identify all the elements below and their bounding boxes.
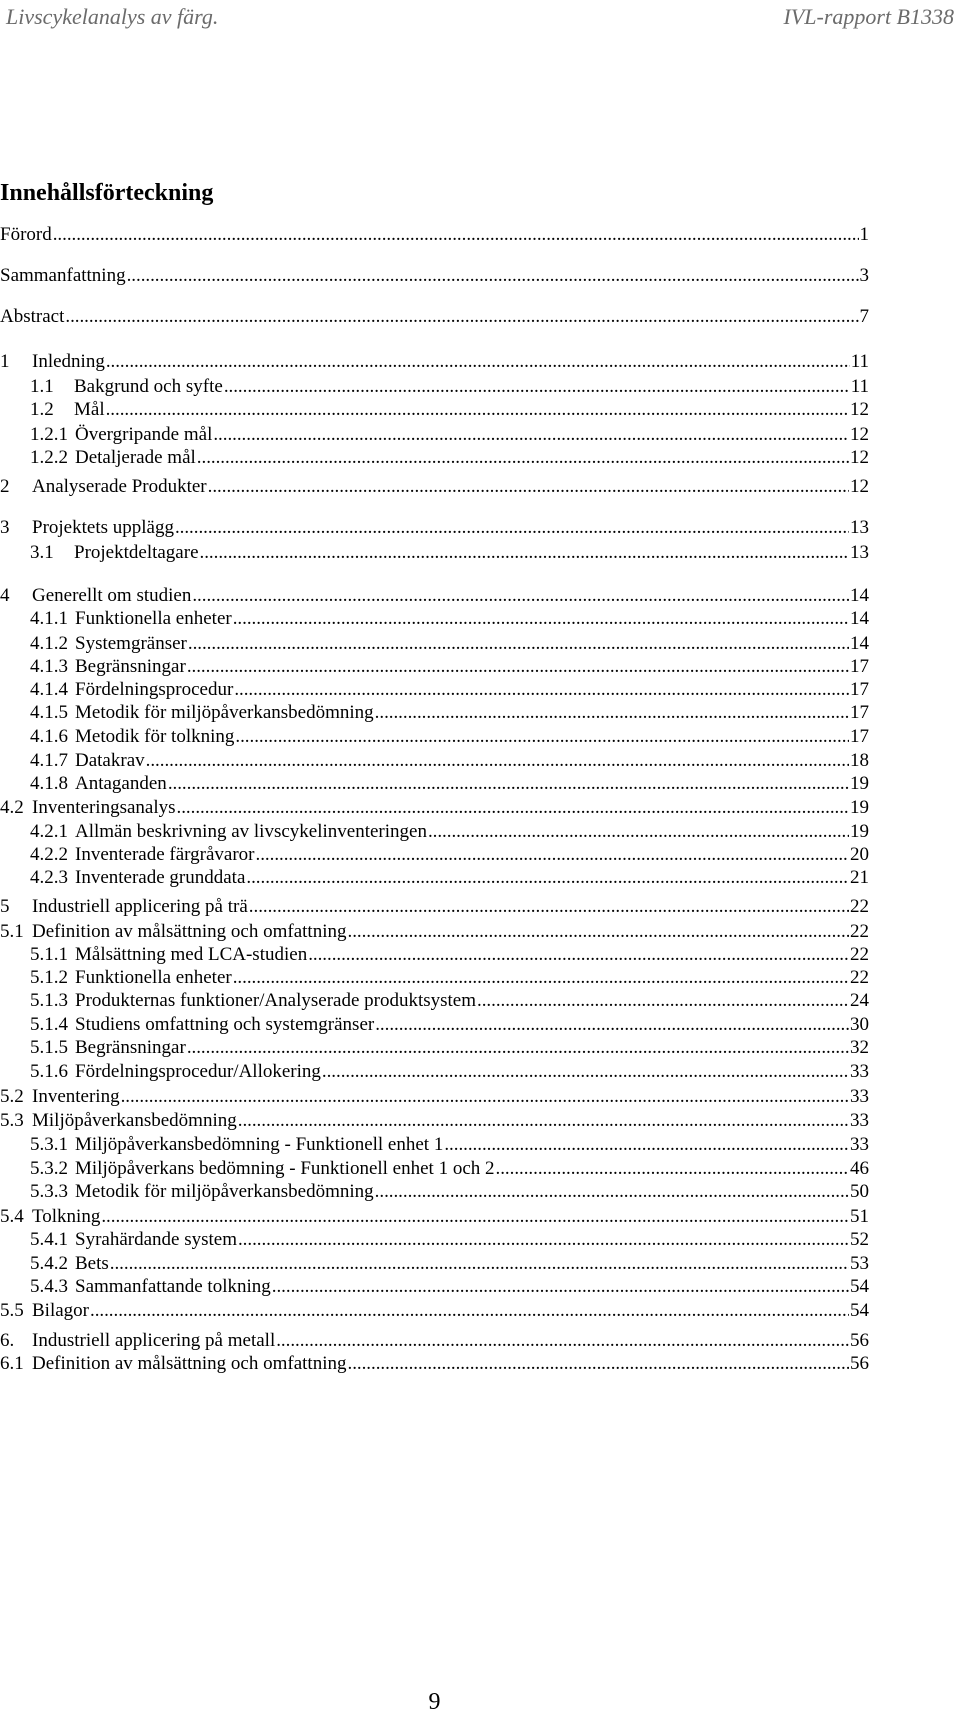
toc-entry-label: Analyserade Produkter	[32, 476, 207, 497]
toc-entry-label: Miljöpåverkansbedömning - Funktionell enhet 1	[75, 1134, 444, 1155]
toc-entry-page: 53	[850, 1253, 869, 1274]
toc-entry-page: 54	[850, 1300, 869, 1321]
toc-entry[interactable]	[0, 1298, 869, 1324]
toc-dot-leader	[121, 1084, 849, 1110]
toc-dot-leader	[168, 771, 849, 797]
toc-entry-page: 12	[850, 476, 869, 497]
toc-entry[interactable]	[0, 700, 869, 726]
toc-entry-page: 21	[850, 867, 869, 888]
toc-entry-number: 5.3.3	[30, 1181, 68, 1202]
toc-entry-page: 19	[850, 821, 869, 842]
toc-entry-number: 4.1.8	[30, 773, 68, 794]
toc-entry-number: 5.1	[0, 921, 24, 942]
toc-entry[interactable]	[0, 1351, 869, 1377]
toc-entry[interactable]	[0, 1059, 869, 1085]
toc-entry[interactable]	[0, 606, 869, 632]
toc-entry-label: Tolkning	[32, 1206, 101, 1227]
toc-dot-leader	[208, 474, 849, 500]
toc-entry-number: 5.1.6	[30, 1061, 68, 1082]
toc-entry[interactable]	[0, 1274, 869, 1300]
toc-entry-page: 22	[850, 967, 869, 988]
toc-entry-page: 52	[850, 1229, 869, 1250]
toc-entry-number: 3	[0, 517, 10, 538]
toc-entry-page: 54	[850, 1276, 869, 1297]
toc-entry[interactable]	[0, 1084, 869, 1110]
toc-entry-number: 5.2	[0, 1086, 24, 1107]
toc-entry-page: 12	[850, 447, 869, 468]
toc-entry-page: 12	[850, 424, 869, 445]
toc-entry-label: Bilagor	[32, 1300, 89, 1321]
toc-entry-number: 2	[0, 476, 10, 497]
toc-entry-number: 5.5	[0, 1300, 24, 1321]
toc-entry-page: 17	[850, 656, 869, 677]
page-number: 9	[428, 1689, 441, 1715]
toc-entry-page: 14	[850, 633, 869, 654]
toc-entry-label: Systemgränser	[75, 633, 187, 654]
toc-dot-leader	[177, 795, 849, 821]
toc-entry[interactable]	[0, 865, 869, 891]
toc-entry[interactable]	[0, 1108, 869, 1134]
toc-entry-label: Metodik för miljöpåverkansbedömning	[75, 1181, 374, 1202]
toc-entry-page: 30	[850, 1014, 869, 1035]
toc-entry-number: 5.4.1	[30, 1229, 68, 1250]
toc-entry-label: Bakgrund och syfte	[74, 376, 223, 397]
toc-entry-number: 4.1.5	[30, 702, 68, 723]
toc-entry-page: 7	[859, 306, 869, 327]
toc-entry-number: 5.1.2	[30, 967, 68, 988]
toc-entry[interactable]	[0, 988, 869, 1014]
toc-entry-page: 14	[850, 585, 869, 606]
toc-entry-number: 4.1.2	[30, 633, 68, 654]
toc-entry-label: Förord	[0, 224, 52, 245]
toc-entry-number: 4.2.2	[30, 844, 68, 865]
toc-entry-number: 1.2.1	[30, 424, 68, 445]
toc-entry-number: 4.1.4	[30, 679, 68, 700]
toc-entry-number: 5.4	[0, 1206, 24, 1227]
toc-dot-leader	[375, 1179, 849, 1205]
toc-entry-page: 50	[850, 1181, 869, 1202]
toc-entry[interactable]	[0, 771, 869, 797]
toc-entry[interactable]	[0, 222, 869, 248]
toc-entry-label: Industriell applicering på metall	[32, 1330, 276, 1351]
toc-entry-page: 17	[850, 726, 869, 747]
toc-entry[interactable]	[0, 349, 869, 375]
toc-entry-number: 4.2.3	[30, 867, 68, 888]
toc-entry[interactable]	[0, 724, 869, 750]
toc-dot-leader	[65, 304, 858, 330]
toc-entry-label: Funktionella enheter	[75, 967, 232, 988]
toc-entry-number: 4.2.1	[30, 821, 68, 842]
toc-entry-page: 20	[850, 844, 869, 865]
toc-dot-leader	[272, 1274, 849, 1300]
toc-entry-page: 24	[850, 990, 869, 1011]
toc-entry-page: 46	[850, 1158, 869, 1179]
toc-entry-page: 19	[850, 797, 869, 818]
toc-entry-label: Miljöpåverkans bedömning - Funktionell enhet 1 och 2	[75, 1158, 495, 1179]
toc-entry[interactable]	[0, 1179, 869, 1205]
toc-dot-leader	[187, 1035, 849, 1061]
toc-entry-page: 51	[850, 1206, 869, 1227]
toc-entry[interactable]	[0, 1227, 869, 1253]
toc-entry-number: 4.1.3	[30, 656, 68, 677]
toc-entry-label: Miljöpåverkansbedömning	[32, 1110, 237, 1131]
toc-entry-page: 13	[850, 542, 869, 563]
toc-entry-page: 1	[859, 224, 869, 245]
toc-entry-label: Allmän beskrivning av livscykelinventeringen	[75, 821, 427, 842]
toc-entry-page: 14	[850, 608, 869, 629]
toc-entry-number: 4.1.7	[30, 750, 68, 771]
toc-entry-number: 3.1	[30, 542, 54, 563]
toc-dot-leader	[106, 349, 850, 375]
toc-entry-label: Definition av målsättning och omfattning	[32, 921, 347, 942]
toc-entry-label: Inventerade grunddata	[75, 867, 246, 888]
toc-entry-page: 33	[850, 1086, 869, 1107]
toc-entry-page: 11	[850, 351, 869, 372]
toc-dot-leader	[233, 606, 849, 632]
toc-dot-leader	[127, 263, 859, 289]
toc-entry-label: Bets	[75, 1253, 109, 1274]
toc-entry-label: Mål	[74, 399, 105, 420]
running-header	[0, 4, 960, 34]
toc-dot-leader	[53, 222, 859, 248]
toc-entry[interactable]	[0, 397, 869, 423]
toc-entry-page: 13	[850, 517, 869, 538]
toc-entry-label: Funktionella enheter	[75, 608, 232, 629]
toc-entry-page: 18	[850, 750, 869, 771]
toc-entry-label: Målsättning med LCA-studien	[75, 944, 308, 965]
toc-entry-label: Fördelningsprocedur/Allokering	[75, 1061, 321, 1082]
toc-entry-number: 4.1.6	[30, 726, 68, 747]
toc-entry-page: 22	[850, 944, 869, 965]
toc-entry-label: Sammanfattande tolkning	[75, 1276, 271, 1297]
toc-entry-label: Begränsningar	[75, 1037, 186, 1058]
toc-entry[interactable]	[0, 1132, 869, 1158]
toc-entry[interactable]	[0, 515, 869, 541]
toc-entry-number: 1.2.2	[30, 447, 68, 468]
toc-entry-number: 5	[0, 896, 10, 917]
toc-entry-number: 5.1.4	[30, 1014, 68, 1035]
toc-entry-number: 5.4.3	[30, 1276, 68, 1297]
running-header-left: Livscykelanalys av färg.	[6, 4, 219, 29]
toc-entry-label: Inventeringsanalys	[32, 797, 176, 818]
toc-entry-label: Projektdeltagare	[74, 542, 199, 563]
toc-entry-label: Övergripande mål	[75, 424, 213, 445]
toc-entry[interactable]	[0, 304, 869, 330]
toc-entry-page: 11	[850, 376, 869, 397]
toc-entry-page: 33	[850, 1134, 869, 1155]
toc-entry-label: Produkternas funktioner/Analyserade produktsystem	[75, 990, 477, 1011]
toc-dot-leader	[106, 397, 849, 423]
toc-entry-number: 6.1	[0, 1353, 24, 1374]
toc-entry-page: 17	[850, 679, 869, 700]
toc-entry-label: Abstract	[0, 306, 65, 327]
toc-entry-number: 5.4.2	[30, 1253, 68, 1274]
toc-entry-number: 5.3	[0, 1110, 24, 1131]
toc-dot-leader	[235, 724, 849, 750]
toc-dot-leader	[249, 894, 849, 920]
toc-entry-number: 4	[0, 585, 10, 606]
toc-entry-label: Studiens omfattning och systemgränser	[75, 1014, 375, 1035]
toc-dot-leader	[477, 988, 849, 1014]
toc-entry-page: 56	[850, 1353, 869, 1374]
toc-entry-page: 3	[859, 265, 869, 286]
running-header-right: IVL-rapport B1338	[783, 4, 954, 29]
toc-entry-number: 5.3.2	[30, 1158, 68, 1179]
toc-entry-number: 4.1.1	[30, 608, 68, 629]
toc-entry-number: 5.1.3	[30, 990, 68, 1011]
toc-entry-label: Datakrav	[75, 750, 145, 771]
toc-entry-label: Inventering	[32, 1086, 120, 1107]
toc-entry-label: Begränsningar	[75, 656, 186, 677]
toc-entry-number: 5.3.1	[30, 1134, 68, 1155]
toc-entry-label: Definition av målsättning och omfattning	[32, 1353, 347, 1374]
toc-entry-label: Fördelningsprocedur	[75, 679, 234, 700]
toc-entry[interactable]	[0, 894, 869, 920]
toc-entry-number: 5.1.5	[30, 1037, 68, 1058]
toc-entry-label: Detaljerade mål	[75, 447, 196, 468]
toc-entry-number: 1.2	[30, 399, 54, 420]
toc-dot-leader	[175, 515, 849, 541]
toc-entry-number: 6.	[0, 1330, 15, 1351]
toc-entry-number: 1.1	[30, 376, 54, 397]
toc-dot-leader	[375, 700, 849, 726]
toc-entry-label: Inledning	[32, 351, 105, 372]
toc-entry[interactable]	[0, 474, 869, 500]
toc-dot-leader	[238, 1227, 849, 1253]
toc-entry[interactable]	[0, 795, 869, 821]
toc-entry-page: 33	[850, 1110, 869, 1131]
toc-entry-page: 17	[850, 702, 869, 723]
toc-entry-label: Generellt om studien	[32, 585, 192, 606]
toc-entry-label: Metodik för miljöpåverkansbedömning	[75, 702, 374, 723]
toc-entry-number: 5.1.1	[30, 944, 68, 965]
toc-entry-page: 56	[850, 1330, 869, 1351]
toc-entry[interactable]	[0, 540, 869, 566]
toc-entry-page: 19	[850, 773, 869, 794]
toc-entry-page: 33	[850, 1061, 869, 1082]
toc-entry-number: 1	[0, 351, 10, 372]
toc-dot-leader	[246, 865, 849, 891]
toc-entry-label: Syrahärdande system	[75, 1229, 237, 1250]
toc-dot-leader	[444, 1132, 849, 1158]
toc-entry-page: 22	[850, 896, 869, 917]
toc-entry-label: Antaganden	[75, 773, 167, 794]
toc-entry[interactable]	[0, 445, 869, 471]
toc-entry[interactable]	[0, 263, 869, 289]
toc-dot-leader	[348, 1351, 850, 1377]
toc-title: Innehållsförteckning	[0, 180, 214, 206]
toc-dot-leader	[322, 1059, 849, 1085]
toc-entry-page: 32	[850, 1037, 869, 1058]
toc-entry-label: Projektets upplägg	[32, 517, 174, 538]
toc-entry[interactable]	[0, 1035, 869, 1061]
toc-entry-label: Industriell applicering på trä	[32, 896, 248, 917]
toc-entry-label: Sammanfattning	[0, 265, 126, 286]
toc-entry-label: Inventerade färgråvaror	[75, 844, 255, 865]
toc-entry-number: 4.2	[0, 797, 24, 818]
toc-dot-leader	[200, 540, 849, 566]
toc-dot-leader	[90, 1298, 849, 1324]
toc-entry-page: 12	[850, 399, 869, 420]
toc-dot-leader	[238, 1108, 849, 1134]
toc-entry-page: 22	[850, 921, 869, 942]
toc-entry-label: Metodik för tolkning	[75, 726, 235, 747]
toc-dot-leader	[197, 445, 849, 471]
